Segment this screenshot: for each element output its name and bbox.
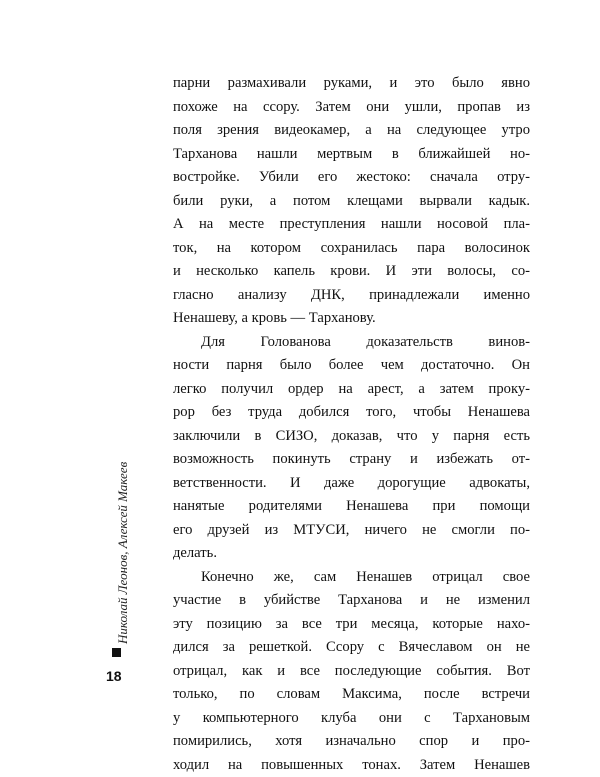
text-line: ходил на повышенных тонах. Затем Ненашев	[173, 754, 530, 777]
text-line: поля зрения видеокамер, а на следующее утро	[173, 119, 530, 143]
text-line: возможность покинуть страну и избежать от-	[173, 448, 530, 472]
text-line: отрицал, как и все последующие события. Вот	[173, 660, 530, 684]
text-line: били руки, а потом клещами вырвали кадык.	[173, 190, 530, 214]
text-line: и несколько капель крови. И эти волосы, со-	[173, 260, 530, 284]
text-line: только, по словам Максима, после встречи	[173, 683, 530, 707]
text-line: рор без труда добился того, чтобы Ненашева	[173, 401, 530, 425]
text-line: А на месте преступления нашли носовой пла-	[173, 213, 530, 237]
square-marker-icon	[112, 648, 121, 657]
text-line: Тарханова нашли мертвым в ближайшей но-	[173, 143, 530, 167]
page-number: 18	[106, 668, 122, 684]
text-line: нанятые родителями Ненашева при помощи	[173, 495, 530, 519]
text-line: участие в убийстве Тарханова и не изменил	[173, 589, 530, 613]
running-head-authors: Николай Леонов, Алексей Макеев	[115, 462, 131, 644]
text-line: делать.	[173, 542, 530, 566]
text-line: эту позицию за все три месяца, которые нахо-	[173, 613, 530, 637]
text-line: парни размахивали руками, и это было явно	[173, 72, 530, 96]
text-line: заключили в СИЗО, доказав, что у парня есть	[173, 425, 530, 449]
text-line: дился за решеткой. Ссору с Вячеславом он не	[173, 636, 530, 660]
text-line: его друзей из МТУСИ, ничего не смогли по-	[173, 519, 530, 543]
text-line: Для Голованова доказательств винов-	[173, 331, 530, 355]
text-line: ветственности. И даже дорогущие адвокаты,	[173, 472, 530, 496]
text-line: Конечно же, сам Ненашев отрицал свое	[173, 566, 530, 590]
text-line: похоже на ссору. Затем они ушли, пропав из	[173, 96, 530, 120]
text-line: помирились, хотя изначально спор и про-	[173, 730, 530, 754]
text-line: ности парня было более чем достаточно. Он	[173, 354, 530, 378]
text-line: востройке. Убили его жестоко: сначала отру-	[173, 166, 530, 190]
text-line: ток, на котором сохранилась пара волосинок	[173, 237, 530, 261]
paragraph-3	[173, 566, 530, 777]
text-line: Ненашеву, а кровь — Тарханову.	[173, 307, 530, 331]
text-line: легко получил ордер на арест, а затем проку-	[173, 378, 530, 402]
text-line: гласно анализу ДНК, принадлежали именно	[173, 284, 530, 308]
text-line: у компьютерного клуба они с Тархановым	[173, 707, 530, 731]
paragraph-2	[173, 331, 530, 566]
body-text	[173, 72, 530, 777]
paragraph-1	[173, 72, 530, 331]
